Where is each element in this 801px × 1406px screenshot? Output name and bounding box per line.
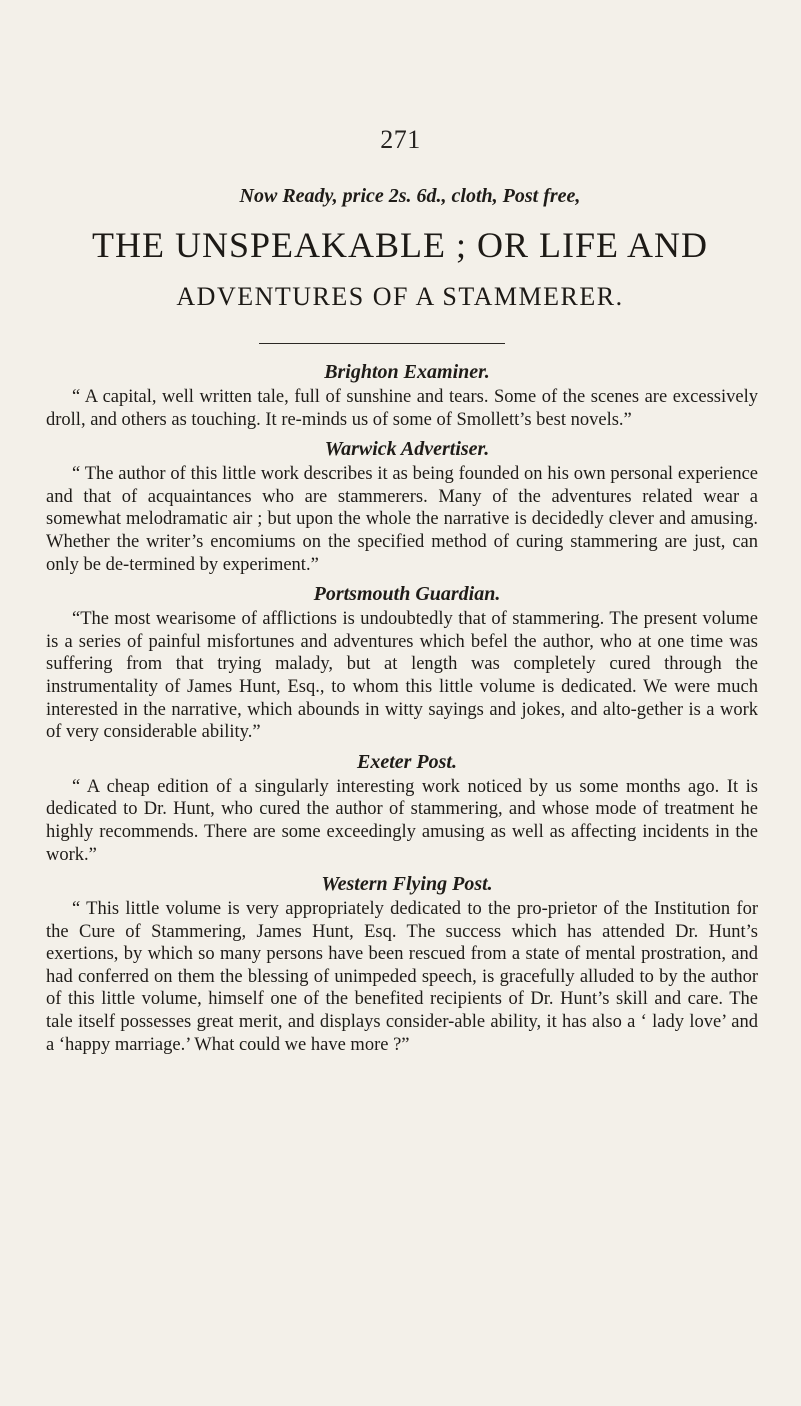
book-title-line-2: ADVENTURES OF A STAMMERER. bbox=[176, 282, 624, 311]
page-number: 271 bbox=[380, 125, 421, 154]
review-brighton-examiner bbox=[46, 360, 758, 431]
review-source: Brighton Examiner. bbox=[324, 361, 490, 383]
book-title-line-1: THE UNSPEAKABLE ; OR LIFE AND bbox=[91, 225, 708, 265]
review-quote: “ The author of this little work describes it as being founded on his own personal experience and that of acquaintances who are stammerers. Many of the adventures related wear a somewhat melodramatic air ; but upon the whole the narrative is decidedly clever and amusing. Whether the writer’s encomiums on the specified method of curing stammering are just, can only be de-termined by experiment.” bbox=[46, 464, 758, 575]
press-reviews bbox=[46, 360, 758, 1062]
review-quote: “The most wearisome of afflictions is undoubtedly that of stammering. The present volume is a series of painful misfortunes and adventures which befel the author, who at one time was suffering from that trying malady, but at length was completely cured through the instrumentality of James Hunt, Esq., to whom this little volume is dedicated. We were much interested in the narrative, which abounds in witty sayings and jokes, and alto-gether is a work of very considerable ability.” bbox=[46, 609, 758, 743]
review-source: Portsmouth Guardian. bbox=[313, 583, 501, 606]
review-exeter-post bbox=[46, 750, 758, 866]
review-quote: “ A cheap edition of a singularly interesting work noticed by us some months ago. It is dedicated to Dr. Hunt, who cured the author of stammering, and whose mode of treatment he highly recommends. There are some exceedingly amusing as well as affecting incidents in the work.” bbox=[46, 776, 758, 865]
review-portsmouth-guardian bbox=[46, 582, 758, 744]
price-announcement: Now Ready, price 2s. 6d., cloth, Post free, bbox=[239, 185, 581, 207]
review-warwick-advertiser bbox=[46, 437, 758, 576]
review-source: Warwick Advertiser. bbox=[324, 438, 490, 461]
review-quote: “ This little volume is very appropriately dedicated to the pro-prietor of the Institution for the Cure of Stammering, James Hunt, Esq. The success which has attended Dr. Hunt’s exertions, by which so many persons have been rescued from a state of mental prostration, and had conferred on them the blessing of unimpeded speech, is gracefully alluded to by the author of this little volume, himself one of the benefited recipients of Dr. Hunt’s skill and care. The tale itself possesses great merit, and displays consider-able ability, it has also a ‘ lady love’ and a ‘happy marriage.’ What could we have more ?” bbox=[46, 899, 758, 1055]
divider-rule bbox=[259, 343, 505, 344]
review-western-flying-post bbox=[46, 872, 758, 1056]
review-quote: “ A capital, well written tale, full of sunshine and tears. Some of the scenes are excessively droll, and others as touching. It re-minds us of some of Smollett’s best novels.” bbox=[46, 387, 758, 430]
review-source: Western Flying Post. bbox=[321, 873, 493, 896]
review-source: Exeter Post. bbox=[357, 750, 457, 773]
